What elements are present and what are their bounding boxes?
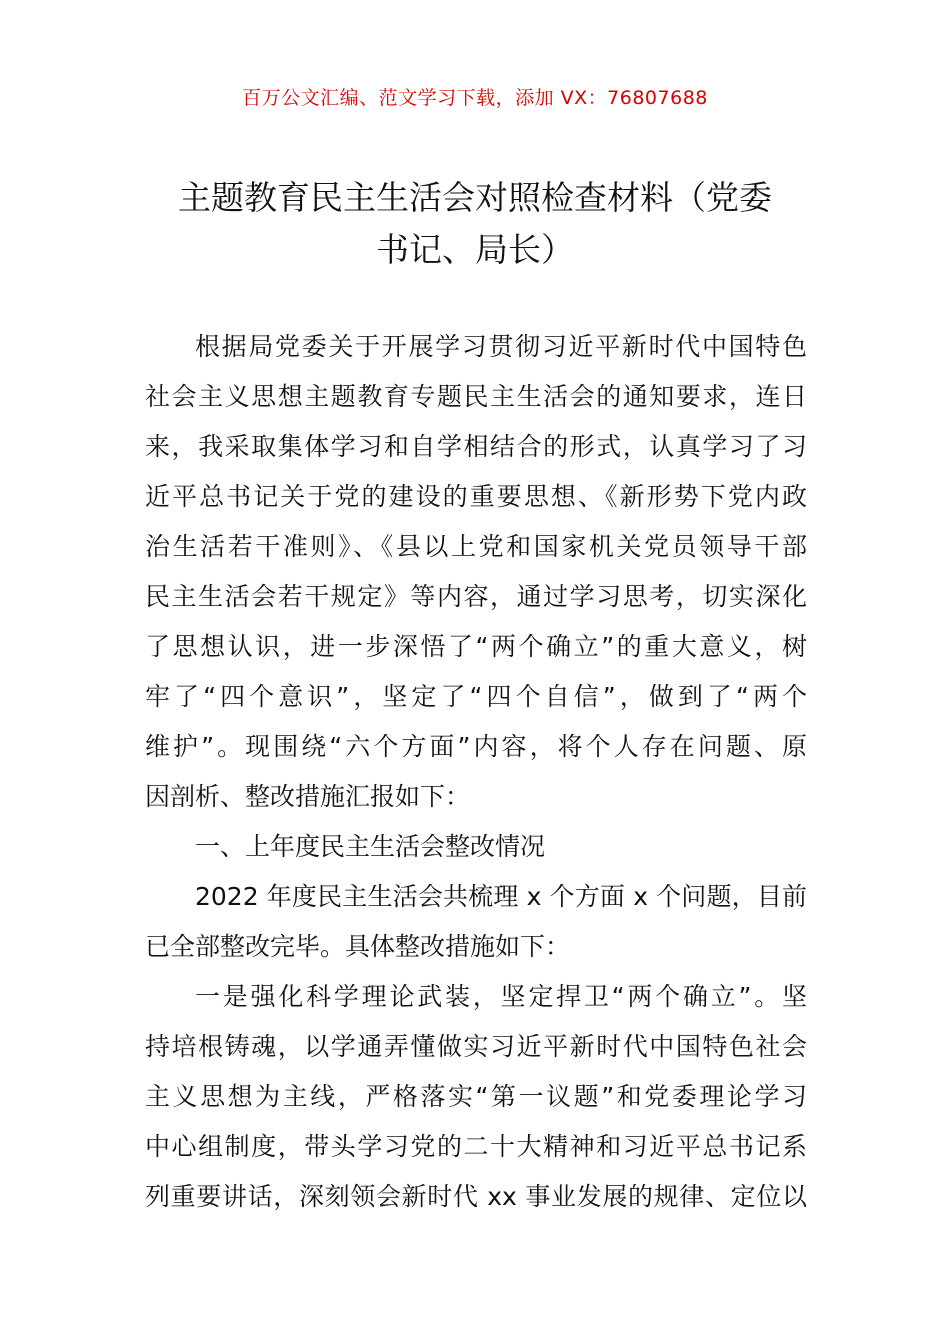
document-title: [140, 172, 810, 276]
paragraph-3-line: 列重要讲话，深刻领会新时代 xx 事业发展的规律、定位以: [145, 1182, 807, 1211]
paragraph-3-line: 中心组制度，带头学习党的二十大精神和习近平总书记系: [145, 1132, 807, 1161]
paragraph-1-line: 了思想认识，进一步深悟了“两个确立”的重大意义，树: [145, 632, 807, 661]
header-watermark-note: 百万公文汇编、范文学习下载，添加 VX：76807688: [242, 87, 708, 109]
section-heading-1: 一、上年度民主生活会整改情况: [195, 832, 546, 861]
paragraph-1-line: 来，我采取集体学习和自学相结合的形式，认真学习了习: [145, 432, 807, 461]
paragraph-2-line: 2022 年度民主生活会共梳理 x 个方面 x 个问题，目前: [195, 882, 807, 911]
paragraph-1-line: 因剖析、整改措施汇报如下：: [145, 782, 471, 811]
paragraph-1-line: 社会主义思想主题教育专题民主生活会的通知要求，连日: [145, 382, 807, 411]
paragraph-2-line: 已全部整改完毕。具体整改措施如下：: [145, 932, 571, 961]
title-line-1: 主题教育民主生活会对照检查材料（党委: [178, 178, 772, 217]
title-line-2: 书记、局长）: [376, 230, 574, 269]
paragraph-1-line: 根据局党委关于开展学习贯彻习近平新时代中国特色: [195, 332, 807, 361]
document-body: [145, 322, 807, 1222]
paragraph-1-line: 牢了“四个意识”，坚定了“四个自信”，做到了“两个: [145, 682, 807, 711]
paragraph-1-line: 维护”。现围绕“六个方面”内容，将个人存在问题、原: [145, 732, 807, 761]
paragraph-1-line: 民主生活会若干规定》等内容，通过学习思考，切实深化: [145, 582, 807, 611]
paragraph-3-line: 一是强化科学理论武装，坚定捍卫“两个确立”。坚: [195, 982, 807, 1011]
paragraph-1-line: 治生活若干准则》、《县以上党和国家机关党员领导干部: [145, 532, 807, 561]
paragraph-3-line: 主义思想为主线，严格落实“第一议题”和党委理论学习: [145, 1082, 807, 1111]
paragraph-1-line: 近平总书记关于党的建设的重要思想、《新形势下党内政: [145, 482, 807, 511]
paragraph-3-line: 持培根铸魂，以学通弄懂做实习近平新时代中国特色社会: [145, 1032, 807, 1061]
